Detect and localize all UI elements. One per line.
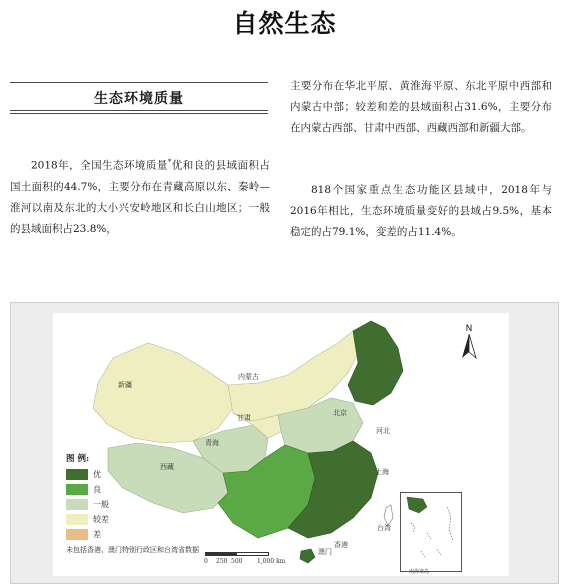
legend-item: [66, 497, 196, 511]
legend-title: 图 例:: [66, 454, 90, 464]
right-paragraph-1: 主要分布在华北平原、黄淮海平原、东北平原中西部和内蒙古中部；较差和差的县域面积占31.6%，主要分布在内蒙古西部、甘肃中西部、西藏西部和新疆大部。: [290, 80, 552, 134]
map-region-taiwan: [384, 505, 393, 525]
legend-label: 一般: [93, 499, 109, 509]
map-region-xinjiang: [93, 343, 233, 443]
legend-label: 较差: [93, 514, 109, 524]
scale-tick-250: 250: [216, 558, 228, 565]
north-arrow-icon: [458, 322, 480, 366]
legend-item: [66, 527, 196, 541]
label-qinghai: 青海: [205, 439, 219, 447]
legend-label: 差: [93, 529, 101, 539]
footnote-mark: *: [167, 158, 172, 166]
label-taiwan: 台湾: [377, 524, 391, 532]
label-macau: 澳门: [318, 548, 332, 556]
left-paragraph-text-a: 2018年，全国生态环境质量: [31, 159, 168, 172]
right-paragraph-2: 818个国家重点生态功能区县域中，2018年与2016年相比，生态环境质量变好的县域占9.5%，基本稳定的占79.1%，变差的占11.4%。: [290, 184, 552, 238]
south-china-sea-inset: [400, 492, 462, 572]
legend-swatch: [66, 514, 88, 525]
section-heading: 生态环境质量: [94, 91, 184, 107]
section-header: [10, 82, 268, 114]
scale-tick-500: 500: [231, 558, 243, 565]
legend-label: 良: [93, 484, 101, 494]
header-rule: [10, 110, 268, 111]
label-shanghai: 上海: [375, 468, 389, 476]
left-paragraph-text-b: 优和良的县域面积占国土面积的44.7%，主要分布在青藏高原以东、秦岭—淮河以南及东北的大小兴安岭地区和长白山地区；一般的县域面积占23.8%，: [10, 159, 270, 235]
label-neimenggu: 内蒙古: [238, 373, 259, 381]
label-xinjiang: 新疆: [118, 381, 132, 389]
page-title: 自然生态: [232, 9, 337, 38]
label-hebei: 河北: [376, 427, 390, 435]
inset-caption: 南海诸岛: [409, 569, 430, 575]
map-region-northeast: [348, 321, 403, 405]
legend-item: [66, 512, 196, 526]
label-xizang: 西藏: [160, 463, 174, 471]
legend-swatch: [66, 499, 88, 510]
map-legend: [66, 452, 199, 555]
map-region-hainan: [300, 549, 315, 563]
scale-bar: [205, 552, 269, 556]
legend-item: [66, 482, 196, 496]
legend-item: [66, 467, 196, 481]
legend-swatch: [66, 469, 88, 480]
legend-swatch: [66, 484, 88, 495]
scale-tick-1000: 1,000 km: [257, 558, 286, 565]
label-beijing: 北京: [333, 409, 347, 417]
left-paragraph: [10, 152, 270, 240]
legend-label: 优: [93, 469, 101, 479]
label-gansu: 甘肃: [237, 414, 251, 422]
label-hongkong: 香港: [334, 541, 348, 549]
legend-note: 未包括香港、澳门特别行政区和台湾省数据: [66, 546, 199, 554]
scale-tick-0: 0: [204, 558, 208, 565]
north-label: N: [465, 324, 473, 334]
legend-swatch: [66, 529, 88, 540]
